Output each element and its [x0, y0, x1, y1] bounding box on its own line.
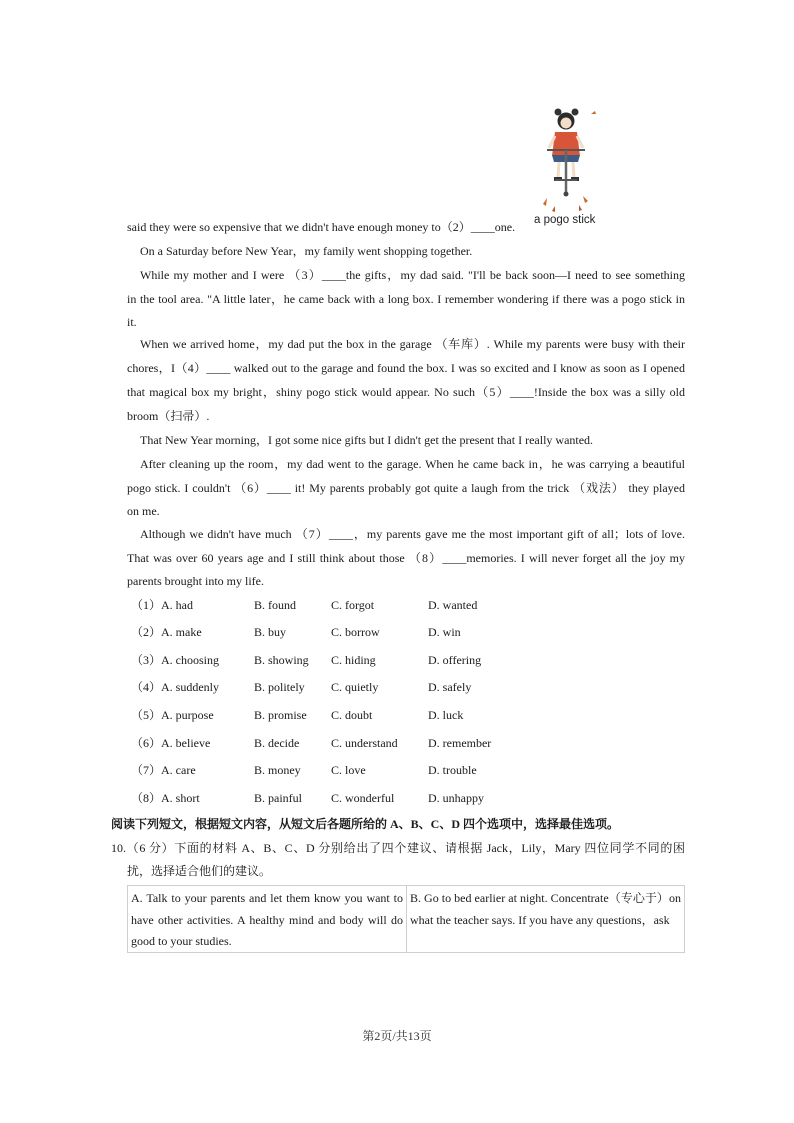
option-4-d[interactable]: D. safely [428, 680, 472, 694]
option-7-b[interactable]: B. money [254, 763, 301, 777]
option-8-d[interactable]: D. unhappy [428, 791, 484, 805]
girl-on-pogo-stick-icon [533, 108, 603, 230]
option-4-c[interactable]: C. quietly [331, 680, 379, 694]
passage-line: in the tool area. "A little later，he came back with a long box. I remember wondering if there was a pogo stick in [127, 292, 685, 306]
passage-line: When we arrived home，my dad put the box in the garage （车库）. While my parents were busy with their [140, 337, 685, 351]
option-2-a[interactable]: （2）A. make [131, 625, 202, 639]
option-8-c[interactable]: C. wonderful [331, 791, 395, 805]
passage-line: Although we didn't have much （7）____，my parents gave me the most important gift of all；lots of love. [140, 527, 685, 541]
option-6-a[interactable]: （6）A. believe [131, 736, 211, 750]
passage-line: parents brought into my life. [127, 574, 264, 588]
option-7-d[interactable]: D. trouble [428, 763, 477, 777]
option-8-b[interactable]: B. painful [254, 791, 302, 805]
figure-caption: a pogo stick [534, 214, 596, 226]
option-5-c[interactable]: C. doubt [331, 708, 373, 722]
option-7-c[interactable]: C. love [331, 763, 366, 777]
option-4-b[interactable]: B. politely [254, 680, 305, 694]
page-number: 第2页/共13页 [362, 1029, 432, 1043]
suggestion-a: A. Talk to your parents and let them know you want to have other activities. A healthy mind and body will do good to your studies. [128, 886, 407, 952]
option-2-d[interactable]: D. win [428, 625, 461, 639]
passage-line: pogo stick. I couldn't （6）____ it! My parents probably got quite a laugh from the trick （戏法） they played [127, 481, 685, 495]
option-8-a[interactable]: （8）A. short [131, 791, 200, 805]
option-3-b[interactable]: B. showing [254, 653, 309, 667]
passage-line: That was over 60 years age and I still think about those （8）____memories. I will never forget all the joy my [127, 551, 685, 565]
passage-line: That New Year morning，I got some nice gifts but I didn't get the present that I really wanted. [140, 433, 594, 447]
passage-line: it. [127, 315, 137, 329]
option-5-a[interactable]: （5）A. purpose [131, 708, 214, 722]
passage-line: After cleaning up the room，my dad went to the garage. When he came back in，he was carrying a beautiful [140, 457, 685, 471]
option-5-d[interactable]: D. luck [428, 708, 464, 722]
option-1-d[interactable]: D. wanted [428, 598, 478, 612]
suggestion-b: B. Go to bed earlier at night. Concentrate（专心于）on what the teacher says. If you have any questions，ask [410, 891, 681, 927]
option-4-a[interactable]: （4）A. suddenly [131, 680, 219, 694]
section-heading: 阅读下列短文，根据短文内容，从短文后各题所给的 A、B、C、D 四个选项中，选择最佳选项。 [111, 817, 620, 831]
option-6-b[interactable]: B. decide [254, 736, 300, 750]
question-10-prompt: 10.（6 分）下面的材料 A、B、C、D 分别给出了四个建议、请根据 Jack，Lily，Mary 四位同学不同的困 [111, 841, 685, 855]
passage-line: broom（扫帚）. [127, 409, 210, 423]
option-2-c[interactable]: C. borrow [331, 625, 380, 639]
option-6-c[interactable]: C. understand [331, 736, 398, 750]
option-3-c[interactable]: C. hiding [331, 653, 376, 667]
question-10-prompt-cont: 扰，选择适合他们的建议。 [127, 864, 272, 878]
option-6-d[interactable]: D. remember [428, 736, 492, 750]
passage-line: chores，I（4）____ walked out to the garage and found the box. I was so excited and I know as soon as I opened [127, 361, 685, 375]
passage-line: that magical box my bright，shiny pogo stick would appear. No such（5）____!Inside the box was a silly old [127, 385, 685, 399]
option-1-a[interactable]: （1）A. had [131, 598, 193, 612]
passage-line: While my mother and I were （3）____the gifts，my dad said. "I'll be back soon—I need to see something [140, 268, 685, 282]
pogo-stick-illustration [533, 108, 603, 230]
option-5-b[interactable]: B. promise [254, 708, 307, 722]
option-7-a[interactable]: （7）A. care [131, 763, 196, 777]
option-3-d[interactable]: D. offering [428, 653, 482, 667]
option-2-b[interactable]: B. buy [254, 625, 287, 639]
option-1-b[interactable]: B. found [254, 598, 296, 612]
passage-line: on me. [127, 504, 160, 518]
passage-line: said they were so expensive that we didn't have enough money to（2）____one. [127, 220, 516, 234]
option-1-c[interactable]: C. forgot [331, 598, 375, 612]
suggestions-table [127, 885, 685, 953]
option-3-a[interactable]: （3）A. choosing [131, 653, 219, 667]
passage-line: On a Saturday before New Year，my family went shopping together. [140, 244, 473, 258]
